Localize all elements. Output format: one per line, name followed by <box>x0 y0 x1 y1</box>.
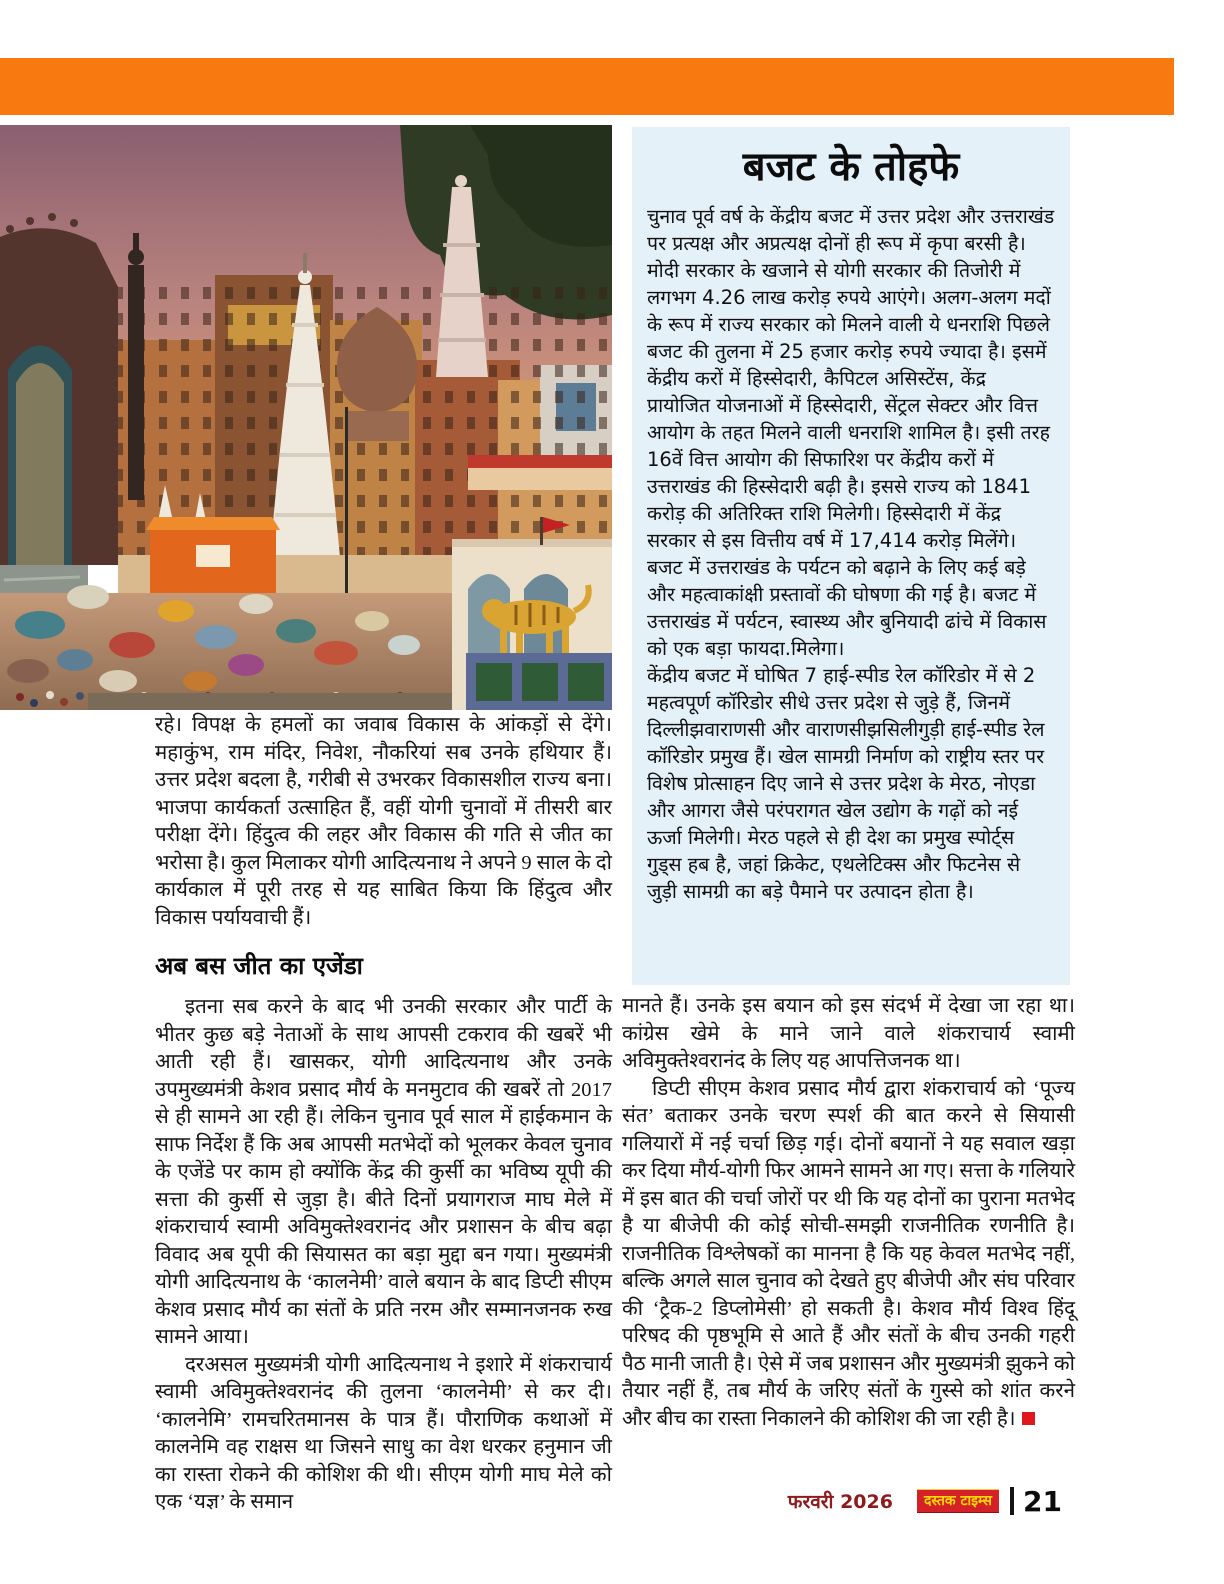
article-continued-paragraph: रहे। विपक्ष के हमलों का जवाब विकास के आंकड़ों से देंगे। महाकुंभ, राम मंदिर, निवेश, नौकरियां सब उनके हथियार हैं। उत्तर प्रदेश बदला है, गरीबी से उभरकर विकासशील राज्य बना। भाजपा कार्यकर्ता उत्साहित हैं, वहीं योगी चुनावों में तीसरी बार परीक्षा देंगे। हिंदुत्व की लहर और विकास की गति से जीत का भरोसा है। कुल मिलाकर योगी आदित्यनाथ ने अपने 9 साल के दो कार्यकाल में पूरी तरह से यह साबित किया कि हिंदुत्व और विकास पर्यायवाची हैं। <box>155 714 612 929</box>
budget-box-paragraph-1: चुनाव पूर्व वर्ष के केंद्रीय बजट में उत्तर प्रदेश और उत्तराखंड पर प्रत्यक्ष और अप्रत्यक्ष दोनों ही रूप में कृपा बरसी है। मोदी सरकार के खजाने से योगी सरकार की तिजोरी में लगभग 4.26 लाख करोड़ रुपये आएंगे। अलग-अलग मदों के रूप में राज्य सरकार को मिलने वाली ये धनराशि पिछले बजट की तुलना में 25 हजार करोड़ रुपये ज्यादा है। इसमें केंद्रीय करों में हिस्सेदारी, कैपिटल असिस्टेंस, केंद्र प्रायोजित योजनाओं में हिस्सेदारी, सेंट्रल सेक्टर और वित्त आयोग के तहत मिलने वाली धनराशि शामिल है। इसी तरह 16वें वित्त आयोग की सिफारिश पर केंद्रीय करों में उत्तराखंड की हिस्सेदारी बढ़ी है। इससे राज्य को 1841 करोड़ की अतिरिक्त राशि मिलेगी। हिस्सेदारी में केंद्र सरकार से इस वित्तीय वर्ष में 17,414 करोड़ मिलेंगे। बजट में उत्तराखंड के पर्यटन को बढ़ाने के लिए कई बड़े और महत्वाकांक्षी प्रस्तावों की घोषणा की गई है। बजट में उत्तराखंड में पर्यटन, स्वास्थ्य और बुनियादी ढांचे में विकास को एक बड़ा फायदा.मिलेगा। <box>647 205 1055 660</box>
ghat-scene-illustration <box>0 125 612 710</box>
page-footer <box>0 1486 1062 1516</box>
budget-sidebar-box <box>632 127 1070 985</box>
footer-divider <box>1010 1487 1014 1515</box>
article-paragraph <box>622 1076 1075 1434</box>
magazine-logo: दस्तक टाइम्स <box>917 1489 999 1513</box>
article-end-mark <box>1022 1412 1035 1425</box>
article-right-column <box>622 993 1075 1433</box>
article-paragraph-text: डिप्टी सीएम केशव प्रसाद मौर्य द्वारा शंकराचार्य को ‘पूज्य संत’ बताकर उनके चरण स्पर्श की बात करने से सियासी गलियारों में नई चर्चा छिड़ गई। दोनों बयानों ने यह सवाल खड़ा कर दिया मौर्य-योगी फिर आमने सामने आ गए। सत्ता के गलियारे में इस बात की चर्चा जोरों पर थी कि यह दोनों का पुराना मतभेद है या बीजेपी की कोई सोची-समझी राजनीतिक रणनीति है। राजनीतिक विश्लेषकों का मानना है कि यह केवल मतभेद नहीं, बल्कि अगले साल चुनाव को देखते हुए बीजेपी और संघ परिवार की ‘ट्रैक-2 डिप्लोमेसी’ हो सकती है। केशव मौर्य विश्व हिंदू परिषद की पृष्ठभूमि से आते हैं और संतों के बीच उनकी गहरी पैठ मानी जाती है। ऐसे में जब प्रशासन और मुख्यमंत्री झुकने को तैयार नहीं हैं, तब मौर्य के जरिए संतों के गुस्से को शांत करने और बीच का रास्ता निकालने की कोशिश की जा रही है। <box>622 1077 1076 1430</box>
article-paragraph: मानते हैं। उनके इस बयान को इस संदर्भ में देखा जा रहा था। कांग्रेस खेमे के माने जाने वाले शंकराचार्य स्वामी अविमुक्तेश्वरानंद के लिए यह आपत्तिजनक था। <box>622 995 1075 1072</box>
footer-month-year: फरवरी 2026 <box>787 1491 893 1513</box>
budget-box-title: बजट के तोहफे <box>742 144 960 190</box>
top-accent-bar <box>0 58 1174 115</box>
article-paragraph: इतना सब करने के बाद भी उनकी सरकार और पार्टी के भीतर कुछ बड़े नेताओं के साथ आपसी टकराव की खबरें भी आती रही हैं। खासकर, योगी आदित्यनाथ और उनके उपमुख्यमंत्री केशव प्रसाद मौर्य के मनमुटाव की खबरें तो 2017 से ही सामने आ रही हैं। लेकिन चुनाव पूर्व साल में हाईकमान के साफ निर्देश हैं कि अब आपसी मतभेदों को भूलकर केवल चुनाव के एजेंडे पर काम हो क्योंकि केंद्र की कुर्सी का भविष्य यूपी की सत्ता की कुर्सी से जुड़ा है। बीते दिनों प्रयागराज माघ मेले में शंकराचार्य स्वामी अविमुक्तेश्वरानंद और प्रशासन के बीच बढ़ा विवाद अब यूपी की सियासत का बड़ा मुद्दा बन गया। मुख्यमंत्री योगी आदित्यनाथ के ‘कालनेमी’ वाले बयान के बाद डिप्टी सीएम केशव प्रसाद मौर्य का संतों के प्रति नरम और सम्मानजनक रुख सामने आया। <box>155 996 612 1348</box>
page-number: 21 <box>1023 1484 1062 1518</box>
budget-box-paragraph-2: केंद्रीय बजट में घोषित 7 हाई-स्पीड रेल कॉरिडोर में से 2 महत्वपूर्ण कॉरिडोर सीधे उत्तर प्रदेश से जुड़े हैं, जिनमें दिल्लीझवाराणसी और वाराणसीझसिलीगुड़ी हाई-स्पीड रेल कॉरिडोर प्रमुख हैं। खेल सामग्री निर्माण को राष्ट्रीय स्तर पर विशेष प्रोत्साहन दिए जाने से उत्तर प्रदेश के मेरठ, नोएडा और आगरा जैसे परंपरागत खेल उद्योग के गढ़ों को नई ऊर्जा मिलेगी। मेरठ पहले से ही देश का प्रमुख स्पोर्ट्स गुड्स हब है, जहां क्रिकेट, एथलेटिक्स और फिटनेस से जुड़ी सामग्री का बड़े पैमाने पर उत्पादन होता है। <box>647 664 1045 903</box>
article-left-column <box>155 712 612 1517</box>
article-paragraph: दरअसल मुख्यमंत्री योगी आदित्यनाथ ने इशारे में शंकराचार्य स्वामी अविमुक्तेश्वरानंद की तुलना ‘कालनेमी’ से कर दी। ‘कालनेमि’ रामचरितमानस के पात्र हैं। पौराणिक कथाओं में कालनेमि वह राक्षस था जिसने साधु का वेश धरकर हनुमान जी का रास्ता रोकने की कोशिश की थी। सीएम योगी माघ मेले को एक ‘यज्ञ’ के समान <box>155 1353 612 1513</box>
section-heading: अब बस जीत का एजेंडा <box>155 952 363 980</box>
varanasi-ghats-photo <box>0 125 612 710</box>
